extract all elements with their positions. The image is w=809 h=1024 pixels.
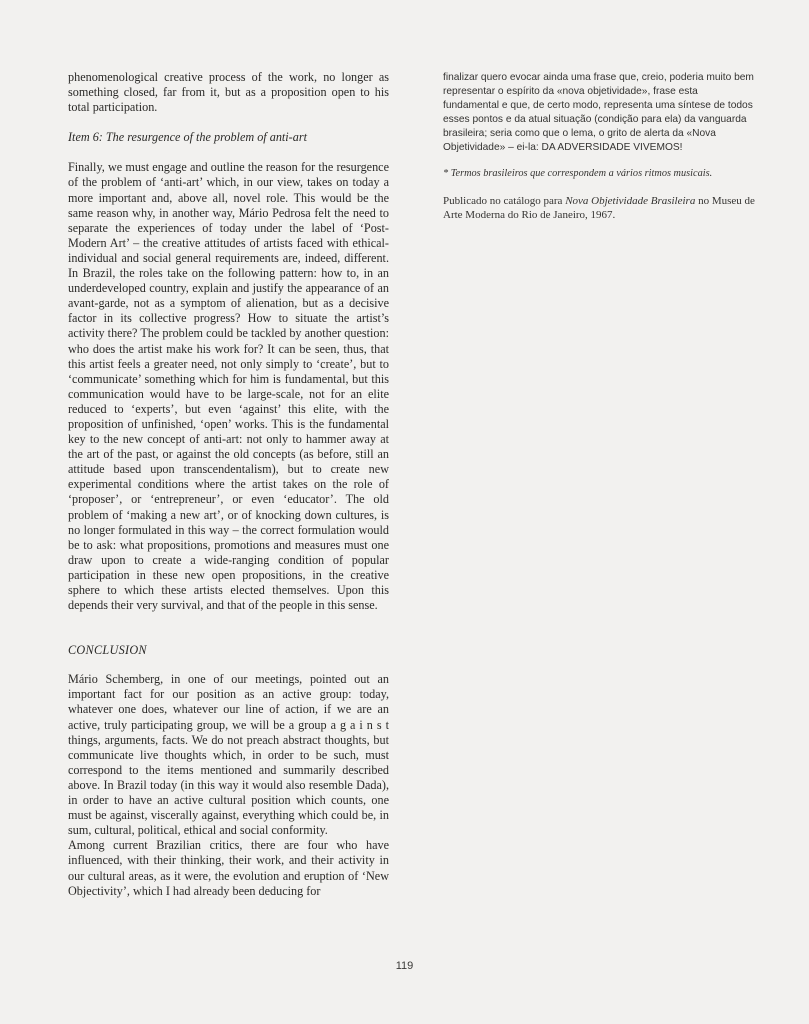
publication-suffix: no Museu de Arte Moderna do Rio de Janeiro, 1967. [443, 194, 755, 222]
footnote: * Termos brasileiros que correspondem a vários ritmos musicais. [443, 167, 713, 179]
left-column [68, 70, 389, 899]
item6-paragraph: Finally, we must engage and outline the reason for the resurgence of the problem of ‘anti-art’ which, in our view, takes on today a more important and, above all, novel role. This would be the same reason why, in another way, Mário Pedrosa felt the need to separate the experiences of today under the label of ‘Post-Modern Art’ – the creative attitudes of artists faced with ethical-individual and social general requirements are, indeed, different. In Brazil, the roles take on the following pattern: how to, in an underdeveloped country, explain and justify the appearance of an avant-garde, not as a symptom of alienation, but as a decisive factor in its collective progress? How to situate the artist’s activity there? The problem could be tackled by another question: who does the artist make his work for? It can be seen, thus, that this artist feels a greater need, not only simply to ‘create’, but to ‘communicate’ something which for him is fundamental, but this communication would have to be large-scale, not for an elite reduced to ‘experts’, but even ‘against’ this elite, with the proposition of unfinished, ‘open’ works. This is the fundamental key to the new concept of anti-art: not only to hammer away at the art of the past, or against the old concepts (as before, still an attitude based upon transcendentalism), but to create new experimental conditions where the artist takes on the role of ‘proposer’, or ‘entrepreneur’, or even ‘educator’. The old problem of ‘making a new art’, or of knocking down cultures, is no longer formulated in this way – the correct formulation would be to ask: what propositions, promotions and measures must one draw upon to create a wide-ranging condition of popular participation in these new open propositions, in the creative sphere to which these artists elected themselves. Upon this depends their very survival, and that of the people in this sense. [68, 160, 389, 613]
conclusion-heading: CONCLUSION [68, 643, 147, 658]
final-paragraph: Among current Brazilian critics, there are four who have influenced, with their thinking, their work, and their activity in our cultural areas, as it were, the evolution and eruption of ‘New Objectivity’, which I had already been deducing for [68, 838, 389, 898]
page-number: 119 [395, 960, 414, 972]
portuguese-paragraph: finalizar quero evocar ainda uma frase que, creio, poderia muito bem representar o espírito da «nova objetividade», frase esta fundamental e que, de certo modo, representa uma síntese de todos esses pontos e da atual situação (condição para ela) da vanguarda brasileira; seria como que o lema, o grito de alerta da «Nova Objetividade» – ei-la: DA ADVERSIDADE VIVEMOS! [443, 72, 754, 154]
item6-heading: Item 6: The resurgence of the problem of anti-art [68, 130, 307, 145]
intro-paragraph: phenomenological creative process of the work, no longer as something closed, far from it, but as a proposition open to his total participation. [68, 70, 389, 115]
publication-prefix: Publicado no catálogo para [443, 194, 566, 207]
conclusion-paragraph: Mário Schemberg, in one of our meetings, pointed out an important fact for our position as an active group: today, whatever one does, whatever our line of action, if we are an active, truly participating group, we will be a group a g a i n s t things, arguments, facts. We do not preach abstract thoughts, but communicate live thoughts which, in order to be such, must correspond to the items mentioned and summarily described above. In Brazil today (in this way it would also resemble Dada), in order to have an active cultural position which counts, one must be against, viscerally against, everything which could be, in sum, cultural, political, ethical and social conformity. [68, 672, 389, 838]
right-column [443, 71, 756, 223]
publication-note [443, 194, 756, 223]
publication-title: Nova Objetividade Brasileira [565, 194, 696, 207]
